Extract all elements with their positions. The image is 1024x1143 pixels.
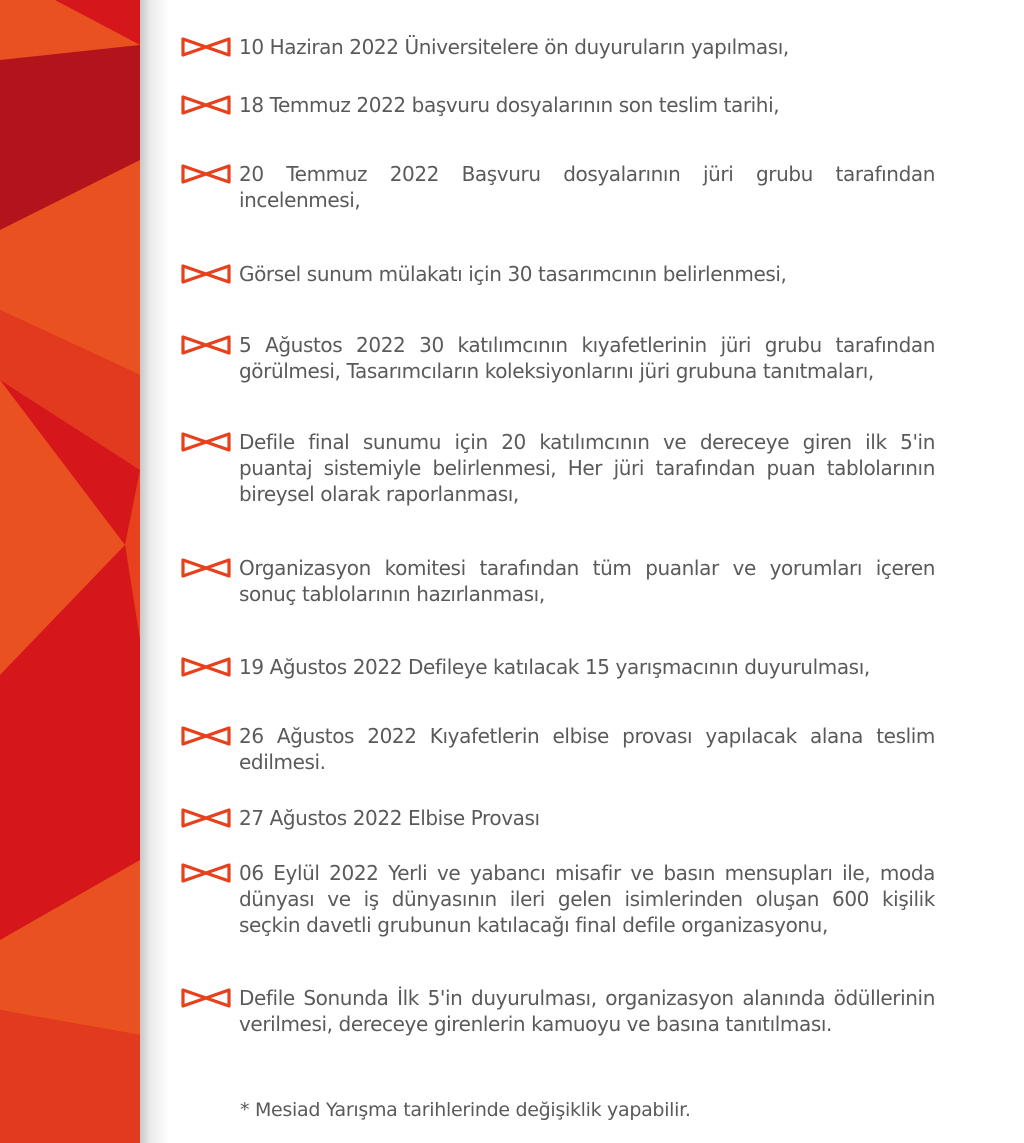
item-text: Görsel sunum mülakatı için 30 tasarımcının belirlenmesi, xyxy=(239,262,787,286)
item-text: 20 Temmuz 2022 Başvuru dosyalarının jüri grubu tarafından incelenmesi, xyxy=(239,162,935,212)
list-item xyxy=(180,805,935,831)
item-text: 18 Temmuz 2022 başvuru dosyalarının son teslim tarihi, xyxy=(239,93,780,117)
list-item xyxy=(180,332,935,384)
item-text: 19 Ağustos 2022 Defileye katılacak 15 yarışmacının duyurulması, xyxy=(239,655,870,679)
bowtie-icon xyxy=(180,94,232,116)
list-item xyxy=(180,860,935,938)
bowtie-icon xyxy=(180,725,232,747)
bowtie-icon xyxy=(180,163,232,185)
bowtie-icon xyxy=(180,807,232,829)
bowtie-icon xyxy=(180,656,232,678)
list-item xyxy=(180,92,935,118)
item-text: 26 Ağustos 2022 Kıyafetlerin elbise provası yapılacak alana teslim edilmesi. xyxy=(239,724,935,774)
list-item xyxy=(180,34,935,60)
bowtie-icon xyxy=(180,334,232,356)
bowtie-icon xyxy=(180,557,232,579)
list-item xyxy=(180,654,935,680)
bowtie-icon xyxy=(180,431,232,453)
bowtie-icon xyxy=(180,987,232,1009)
item-text: Defile final sunumu için 20 katılımcının ve dereceye giren ilk 5'in puantaj sistemiyle belirlenmesi, Her jüri tarafından puan tablolarının bireysel olarak raporlanması, xyxy=(239,430,935,506)
bowtie-icon xyxy=(180,263,232,285)
list-item xyxy=(180,261,935,287)
item-text: 27 Ağustos 2022 Elbise Provası xyxy=(239,806,540,830)
list-item xyxy=(180,429,935,507)
list-item xyxy=(180,161,935,213)
item-text: Organizasyon komitesi tarafından tüm puanlar ve yorumları içeren sonuç tablolarının hazırlanması, xyxy=(239,556,935,606)
bowtie-icon xyxy=(180,862,232,884)
item-text: 5 Ağustos 2022 30 katılımcının kıyafetlerinin jüri grubu tarafından görülmesi, Tasarımcıların koleksiyonlarını jüri grubuna tanıtmaları, xyxy=(239,333,935,383)
list-item xyxy=(180,555,935,607)
list-item xyxy=(180,985,935,1037)
item-text: 06 Eylül 2022 Yerli ve yabancı misafir ve basın mensupları ile, moda dünyası ve iş dünyasının ileri gelen isimlerinden oluşan 600 kişilik seçkin davetli grubunun katılacağı final defile organizasyonu, xyxy=(239,861,935,937)
item-text: 10 Haziran 2022 Üniversitelere ön duyuruların yapılması, xyxy=(239,35,789,59)
footnote: * Mesiad Yarışma tarihlerinde değişiklik yapabilir. xyxy=(240,1099,691,1121)
bowtie-icon xyxy=(180,36,232,58)
list-item xyxy=(180,723,935,775)
item-text: Defile Sonunda İlk 5'in duyurulması, organizasyon alanında ödüllerinin verilmesi, dereceye girenlerin kamuoyu ve basına tanıtılması. xyxy=(239,986,935,1036)
